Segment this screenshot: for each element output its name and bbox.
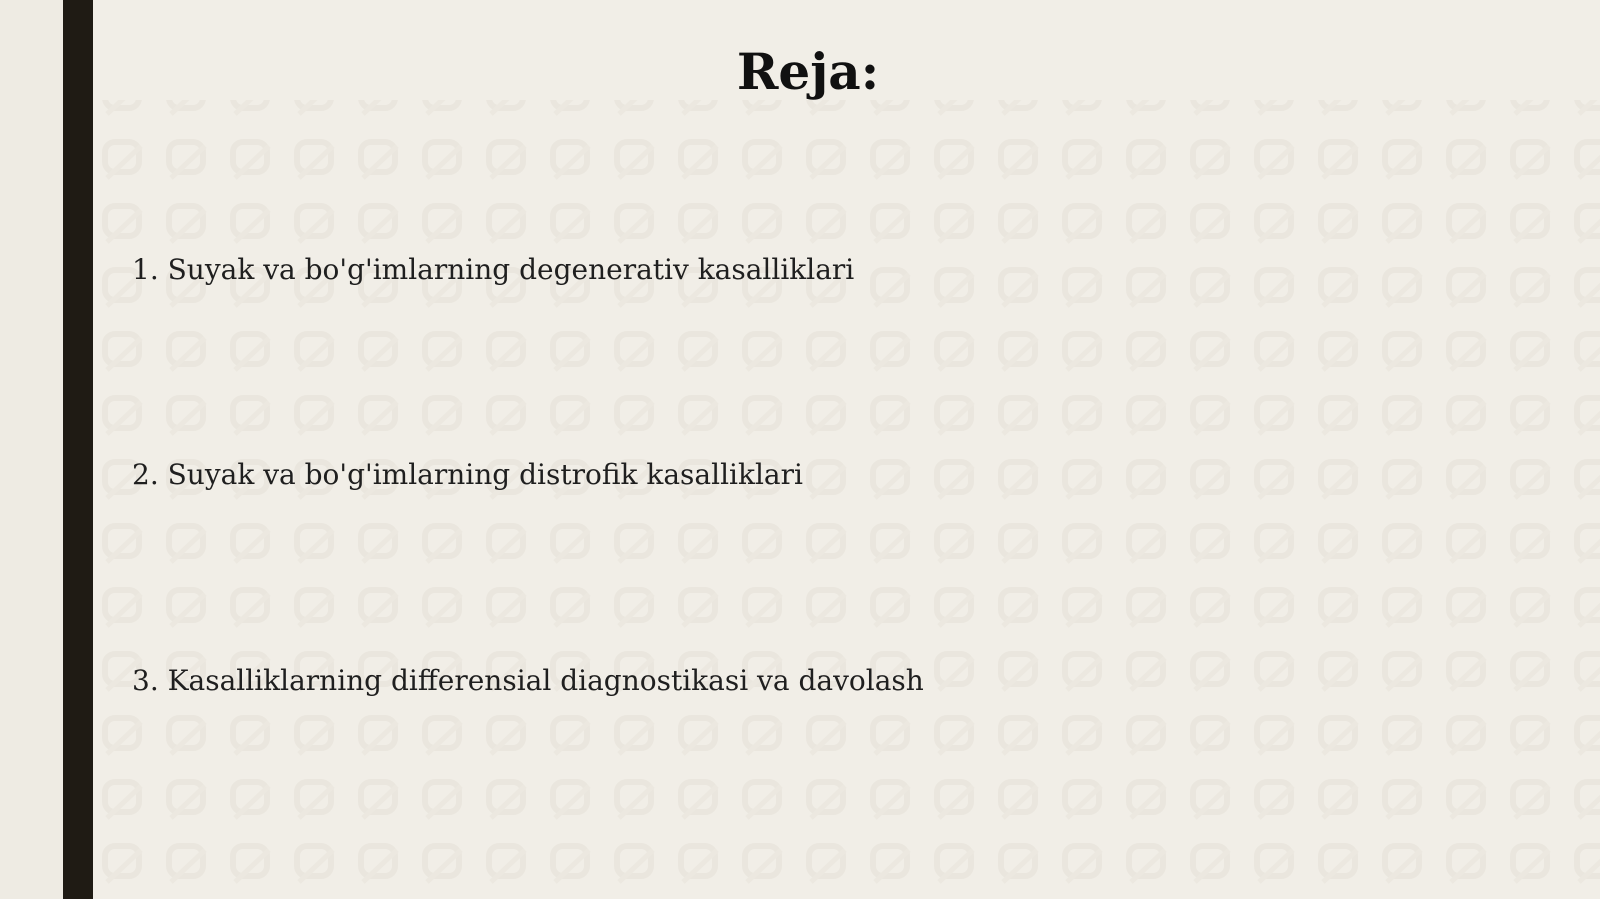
plan-item-1: 1. Suyak va bo'g'imlarning degenerativ kasalliklari	[132, 253, 855, 286]
slide-title: Reja:	[736, 42, 880, 101]
left-margin	[0, 0, 63, 899]
accent-bar	[63, 0, 93, 899]
plan-item-3: 3. Kasalliklarning differensial diagnostikasi va davolash	[132, 664, 924, 697]
plan-item-2: 2. Suyak va bo'g'imlarning distrofik kasalliklari	[132, 458, 803, 491]
background-pattern	[93, 0, 1600, 899]
pattern-svg	[93, 0, 1600, 899]
